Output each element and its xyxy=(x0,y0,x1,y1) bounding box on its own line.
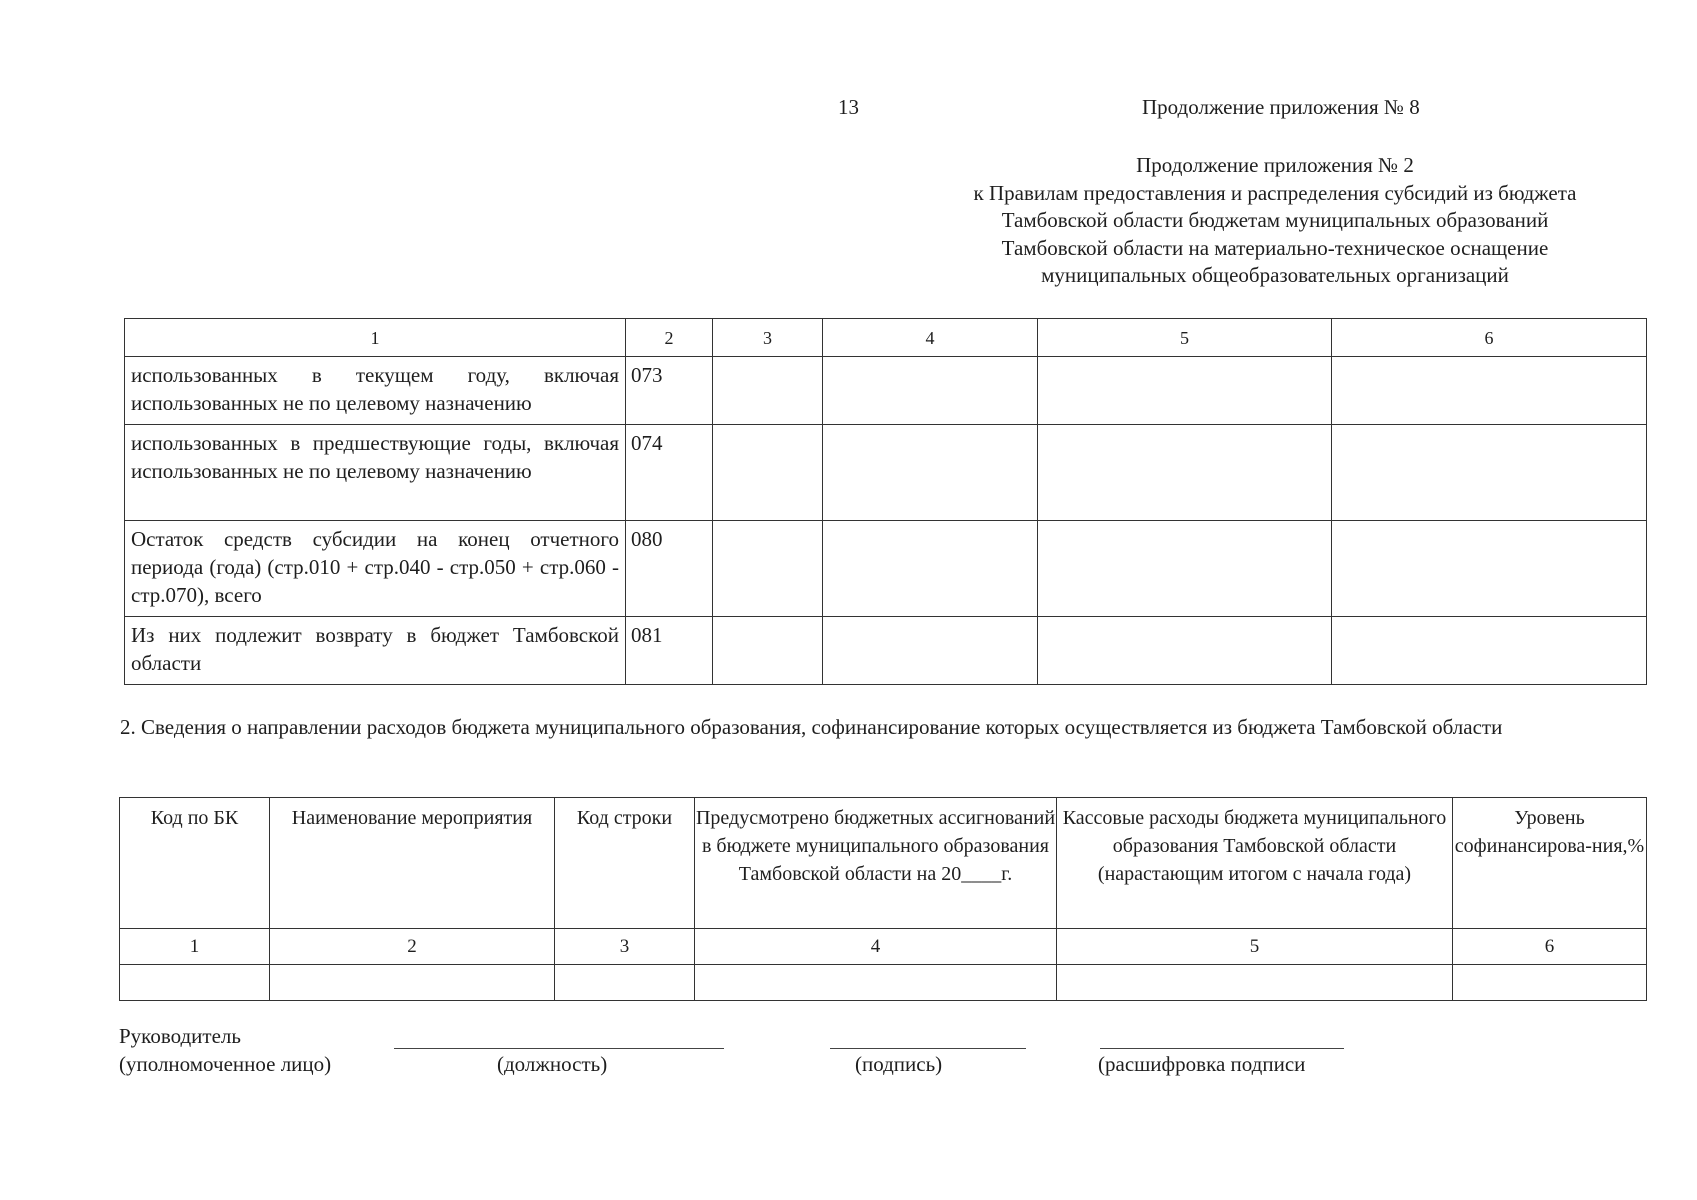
row-name: Остаток средств субсидии на конец отчетного периода (года) (стр.010 + стр.040 - стр.050 + стр.060 - стр.070), всего xyxy=(125,521,626,617)
value-cell[interactable] xyxy=(823,425,1038,521)
value-cell[interactable] xyxy=(823,617,1038,685)
header-line: Тамбовской области бюджетам муниципальных образований xyxy=(1001,208,1549,232)
value-cell[interactable] xyxy=(555,965,695,1001)
value-cell[interactable] xyxy=(270,965,555,1001)
column-number: 4 xyxy=(823,319,1038,357)
position-line[interactable] xyxy=(394,1048,724,1049)
row-name: Из них подлежит возврату в бюджет Тамбовской области xyxy=(125,617,626,685)
value-cell[interactable] xyxy=(713,617,823,685)
value-cell[interactable] xyxy=(1038,357,1332,425)
header-event-name: Наименование мероприятия xyxy=(270,798,555,929)
signature-role: Руководитель xyxy=(119,1024,241,1048)
value-cell[interactable] xyxy=(713,425,823,521)
column-number-row xyxy=(120,929,1647,965)
value-cell[interactable] xyxy=(1057,965,1453,1001)
decode-caption: (расшифровка подписи xyxy=(1098,1052,1306,1076)
value-cell[interactable] xyxy=(1453,965,1647,1001)
value-cell[interactable] xyxy=(713,357,823,425)
table-row xyxy=(125,521,1647,617)
decode-line[interactable] xyxy=(1100,1048,1344,1049)
expenses-table xyxy=(119,797,1647,1001)
column-number: 6 xyxy=(1453,929,1647,965)
header-line: Тамбовской области на материально-техническое оснащение xyxy=(1001,235,1549,260)
column-number: 1 xyxy=(125,319,626,357)
value-cell[interactable] xyxy=(695,965,1057,1001)
appendix-2-continuation: Продолжение приложения № 2 xyxy=(1136,153,1414,177)
column-number: 1 xyxy=(120,929,270,965)
section-2-title: 2. Сведения о направлении расходов бюджета муниципального образования, софинансирование которых осуществляется из бюджета Тамбовской области xyxy=(120,715,1503,739)
value-cell[interactable] xyxy=(1332,425,1647,521)
position-caption: (должность) xyxy=(497,1052,608,1076)
header-line: к Правилам предоставления и распределения субсидий из бюджета xyxy=(973,180,1577,205)
table-row xyxy=(125,357,1647,425)
row-code: 081 xyxy=(626,617,713,685)
header-bk-code: Код по БК xyxy=(120,798,270,929)
signature-line[interactable] xyxy=(830,1048,1026,1049)
table-row xyxy=(120,965,1647,1001)
appendix-header xyxy=(920,152,1630,290)
table-header-row xyxy=(120,798,1647,929)
value-cell[interactable] xyxy=(823,357,1038,425)
header-cash-expenses: Кассовые расходы бюджета муниципального образования Тамбовской области (нарастающим итогом с начала года) xyxy=(1057,798,1453,929)
row-code: 080 xyxy=(626,521,713,617)
table-header-row xyxy=(125,319,1647,357)
value-cell[interactable] xyxy=(1332,617,1647,685)
row-name: использованных в предшествующие годы, включая использованных не по целевому назначению xyxy=(125,425,626,521)
value-cell[interactable] xyxy=(713,521,823,617)
column-number: 5 xyxy=(1038,319,1332,357)
table-row xyxy=(125,425,1647,521)
value-cell[interactable] xyxy=(1038,521,1332,617)
column-number: 3 xyxy=(555,929,695,965)
row-name: использованных в текущем году, включая использованных не по целевому назначению xyxy=(125,357,626,425)
signature-caption: (подпись) xyxy=(855,1052,943,1076)
row-code: 074 xyxy=(626,425,713,521)
report-table xyxy=(124,318,1647,685)
value-cell[interactable] xyxy=(1332,357,1647,425)
header-planned-budget: Предусмотрено бюджетных ассигнований в бюджете муниципального образования Тамбовской области на 20____г. xyxy=(695,798,1057,929)
page-number: 13 xyxy=(838,95,859,119)
value-cell[interactable] xyxy=(1332,521,1647,617)
table-row xyxy=(125,617,1647,685)
column-number: 6 xyxy=(1332,319,1647,357)
signature-role-note: (уполномоченное лицо) xyxy=(119,1052,332,1076)
value-cell[interactable] xyxy=(120,965,270,1001)
column-number: 2 xyxy=(270,929,555,965)
header-line: муниципальных общеобразовательных организаций xyxy=(1041,263,1509,287)
column-number: 4 xyxy=(695,929,1057,965)
value-cell[interactable] xyxy=(823,521,1038,617)
column-number: 5 xyxy=(1057,929,1453,965)
header-cofinancing-level: Уровень софинансирова-ния,% xyxy=(1453,798,1647,929)
value-cell[interactable] xyxy=(1038,425,1332,521)
header-row-code: Код строки xyxy=(555,798,695,929)
column-number: 3 xyxy=(713,319,823,357)
appendix-8-continuation: Продолжение приложения № 8 xyxy=(1142,95,1420,119)
row-code: 073 xyxy=(626,357,713,425)
column-number: 2 xyxy=(626,319,713,357)
value-cell[interactable] xyxy=(1038,617,1332,685)
